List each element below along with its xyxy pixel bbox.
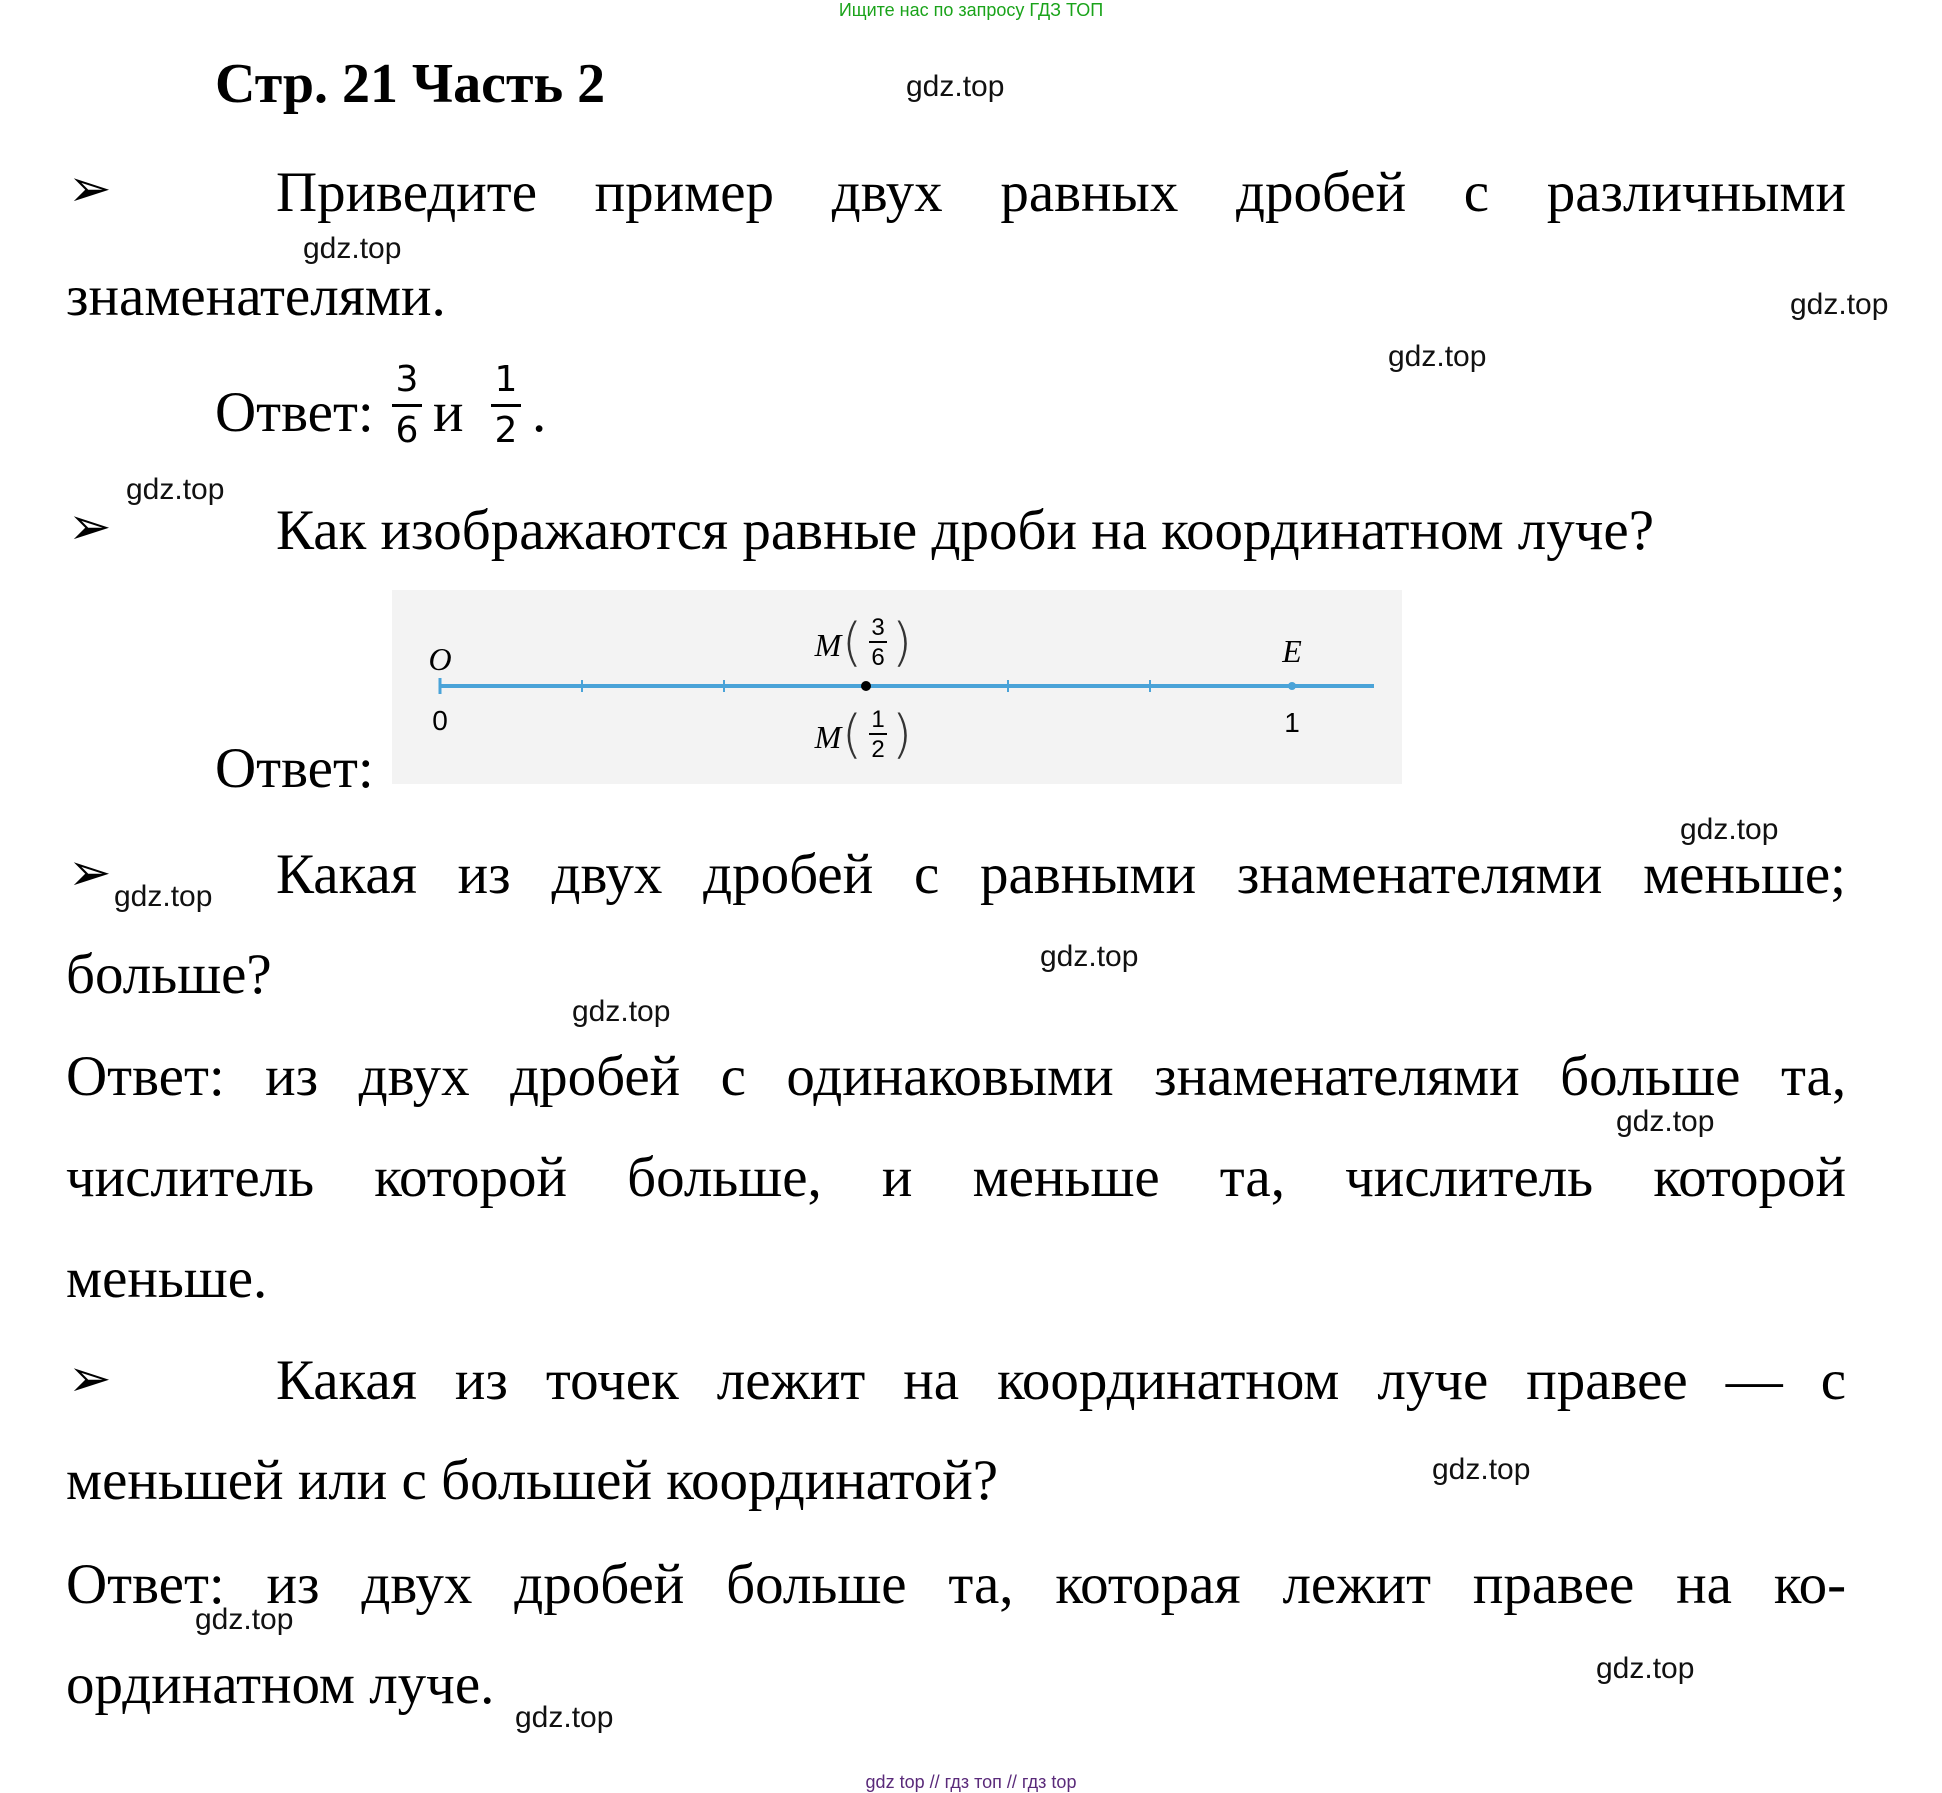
coordinate-ray [392, 590, 1402, 784]
bullet-arrow-icon: ➢ [68, 499, 112, 556]
point-e [1288, 682, 1296, 690]
q1-answer-label: Ответ: [215, 381, 374, 444]
q1-line2: знаменателями. [66, 265, 446, 328]
search-hint[interactable]: Ищите нас по запросу ГДЗ ТОП [838, 0, 1104, 20]
watermark: gdz.top [906, 70, 1005, 103]
tick-label-one: 1 [1284, 707, 1300, 738]
top-frac-num: 3 [871, 614, 885, 641]
q2-question: Как изображаются равные дроби на координатном луче? [276, 499, 1654, 562]
q3-answer-line2: числитель которой больше, и меньше та, числитель которой [66, 1146, 1847, 1209]
q4-line1: Какая из точек лежит на координатном луче правее — с [276, 1349, 1847, 1412]
unit-point-label: E [1282, 633, 1302, 669]
q3-line2: больше? [66, 943, 272, 1006]
coordinate-ray-figure [392, 590, 1402, 784]
watermark: gdz.top [1680, 813, 1779, 846]
paren-open: ( [841, 613, 863, 673]
watermark: gdz.top [572, 995, 671, 1028]
watermark: gdz.top [1040, 940, 1139, 973]
top-frac-den: 6 [871, 644, 885, 671]
tick-label-zero: 0 [432, 705, 448, 736]
watermark: gdz.top [1616, 1105, 1715, 1138]
watermark: gdz.top [126, 473, 225, 506]
origin-label: O [428, 641, 452, 677]
q3-answer-line1: Ответ: из двух дробей с одинаковыми знаменателями больше та, [66, 1045, 1847, 1108]
paren-open: ( [841, 705, 863, 765]
point-m-label-bottom: M [814, 719, 842, 755]
fraction-3-6: 3 6 [392, 362, 422, 449]
watermark: gdz.top [1596, 1652, 1695, 1685]
bottom-frac-num: 1 [871, 706, 885, 733]
q1-line1: Приведите пример двух равных дробей с различными [276, 161, 1847, 224]
watermark: gdz.top [303, 232, 402, 265]
q2-answer-label: Ответ: [215, 737, 374, 800]
bullet-arrow-icon: ➢ [68, 845, 112, 902]
footer-links[interactable]: gdz top // гдз топ // гдз top [865, 1772, 1077, 1792]
q4-line2: меньшей или с большей координатой? [66, 1449, 999, 1512]
watermark: gdz.top [1790, 288, 1889, 321]
point-m-label-top: M [814, 627, 842, 663]
q3-line1: Какая из двух дробей с равными знаменателями меньше; [276, 843, 1847, 906]
q1-period: . [532, 381, 547, 444]
bullet-arrow-icon: ➢ [68, 1351, 112, 1408]
page-title: Стр. 21 Часть 2 [215, 53, 606, 115]
fraction-1-2: 1 2 [491, 362, 521, 449]
paren-close: ) [891, 613, 913, 673]
paren-close: ) [891, 705, 913, 765]
watermark: gdz.top [515, 1701, 614, 1734]
point-m [861, 681, 871, 691]
q4-answer-line2: ординатном луче. [66, 1653, 495, 1716]
q4-answer-line1: Ответ: из двух дробей больше та, которая лежит правее на ко- [66, 1553, 1847, 1616]
bullet-arrow-icon: ➢ [68, 161, 112, 218]
watermark: gdz.top [1388, 340, 1487, 373]
watermark: gdz.top [114, 880, 213, 913]
watermark: gdz.top [195, 1603, 294, 1636]
bottom-frac-den: 2 [871, 736, 885, 763]
q3-answer-line3: меньше. [66, 1247, 268, 1310]
q1-conjunction: и [433, 381, 464, 444]
watermark: gdz.top [1432, 1453, 1531, 1486]
